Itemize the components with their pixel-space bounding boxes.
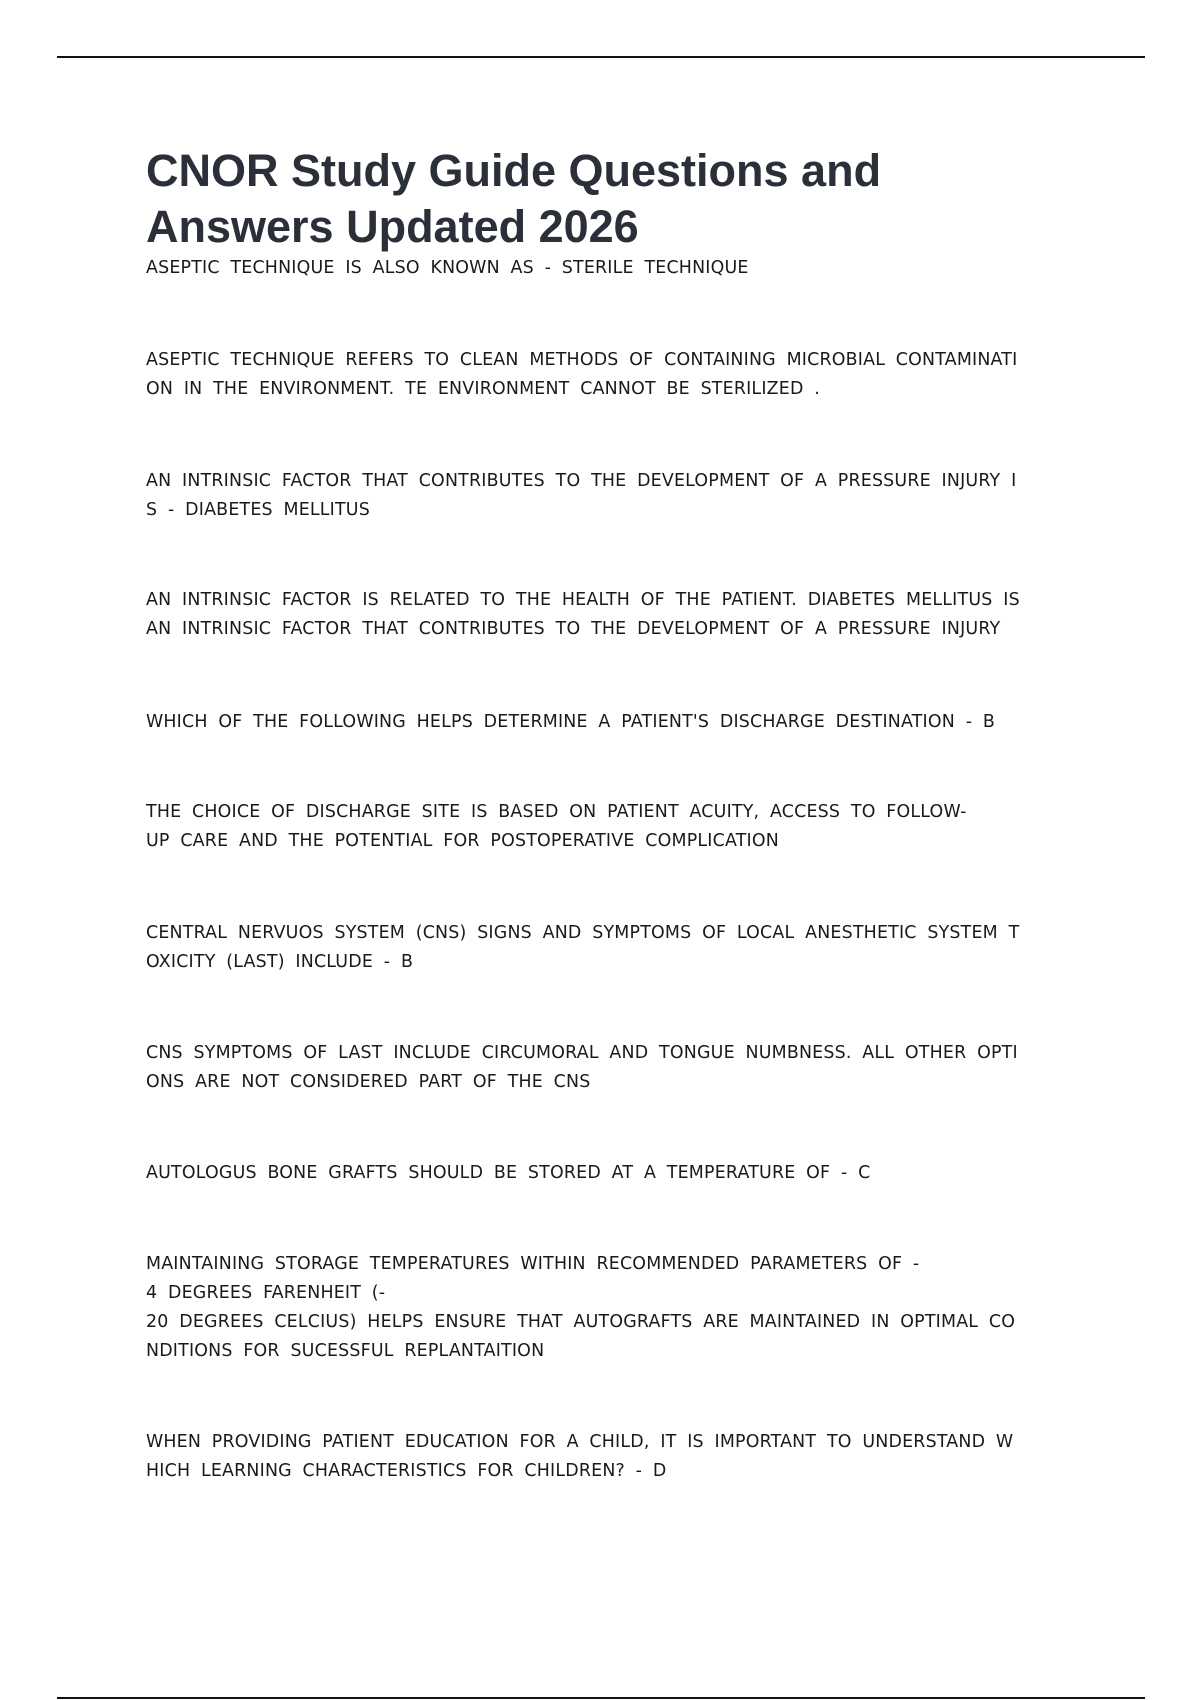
text-line: AUTOLOGUS BONE GRAFTS SHOULD BE STORED AT A TEMPERATURE OF - C [146, 1163, 871, 1183]
text-line: OXICITY (LAST) INCLUDE - B [146, 952, 414, 972]
title-line: Answers Updated 2026 [146, 201, 639, 252]
text-line: S - DIABETES MELLITUS [146, 500, 370, 520]
text-line: AN INTRINSIC FACTOR THAT CONTRIBUTES TO THE DEVELOPMENT OF A PRESSURE INJURY I [146, 471, 1017, 491]
answer-discharge-destination [146, 798, 1066, 856]
question-pressure-injury [146, 467, 1066, 525]
text-line: WHEN PROVIDING PATIENT EDUCATION FOR A CHILD, IT IS IMPORTANT TO UNDERSTAND W [146, 1432, 1014, 1452]
top-rule [57, 56, 1145, 58]
text-line: ASEPTIC TECHNIQUE IS ALSO KNOWN AS - STERILE TECHNIQUE [146, 258, 749, 278]
question-aseptic-technique [146, 254, 1066, 283]
question-bone-graft-storage [146, 1159, 1066, 1188]
text-line: ONS ARE NOT CONSIDERED PART OF THE CNS [146, 1072, 591, 1092]
text-line: 4 DEGREES FARENHEIT (- [146, 1283, 386, 1303]
answer-last-symptoms [146, 1039, 1066, 1097]
text-line: CENTRAL NERVUOS SYSTEM (CNS) SIGNS AND SYMPTOMS OF LOCAL ANESTHETIC SYSTEM T [146, 923, 1020, 943]
text-line: 20 DEGREES CELCIUS) HELPS ENSURE THAT AUTOGRAFTS ARE MAINTAINED IN OPTIMAL CO [146, 1312, 1016, 1332]
question-discharge-destination [146, 708, 1066, 737]
text-line: WHICH OF THE FOLLOWING HELPS DETERMINE A PATIENT'S DISCHARGE DESTINATION - B [146, 712, 996, 732]
text-line: ASEPTIC TECHNIQUE REFERS TO CLEAN METHODS OF CONTAINING MICROBIAL CONTAMINATI [146, 350, 1018, 370]
text-line: AN INTRINSIC FACTOR THAT CONTRIBUTES TO THE DEVELOPMENT OF A PRESSURE INJURY [146, 619, 1001, 639]
text-line: UP CARE AND THE POTENTIAL FOR POSTOPERATIVE COMPLICATION [146, 831, 779, 851]
text-line: HICH LEARNING CHARACTERISTICS FOR CHILDREN? - D [146, 1461, 667, 1481]
question-last-symptoms [146, 919, 1066, 977]
text-line: ON IN THE ENVIRONMENT. TE ENVIRONMENT CANNOT BE STERILIZED . [146, 379, 820, 399]
text-line: NDITIONS FOR SUCESSFUL REPLANTAITION [146, 1341, 545, 1361]
answer-pressure-injury [146, 586, 1066, 644]
text-line: AN INTRINSIC FACTOR IS RELATED TO THE HEALTH OF THE PATIENT. DIABETES MELLITUS IS [146, 590, 1020, 610]
answer-bone-graft-storage [146, 1250, 1066, 1366]
title-line: CNOR Study Guide Questions and [146, 145, 882, 196]
question-child-education [146, 1428, 1066, 1486]
bottom-rule [57, 1697, 1145, 1699]
document-title [146, 143, 1066, 255]
text-line: CNS SYMPTOMS OF LAST INCLUDE CIRCUMORAL AND TONGUE NUMBNESS. ALL OTHER OPTI [146, 1043, 1018, 1063]
text-line: THE CHOICE OF DISCHARGE SITE IS BASED ON PATIENT ACUITY, ACCESS TO FOLLOW- [146, 802, 967, 822]
text-line: MAINTAINING STORAGE TEMPERATURES WITHIN RECOMMENDED PARAMETERS OF - [146, 1254, 920, 1274]
answer-aseptic-technique [146, 346, 1066, 404]
